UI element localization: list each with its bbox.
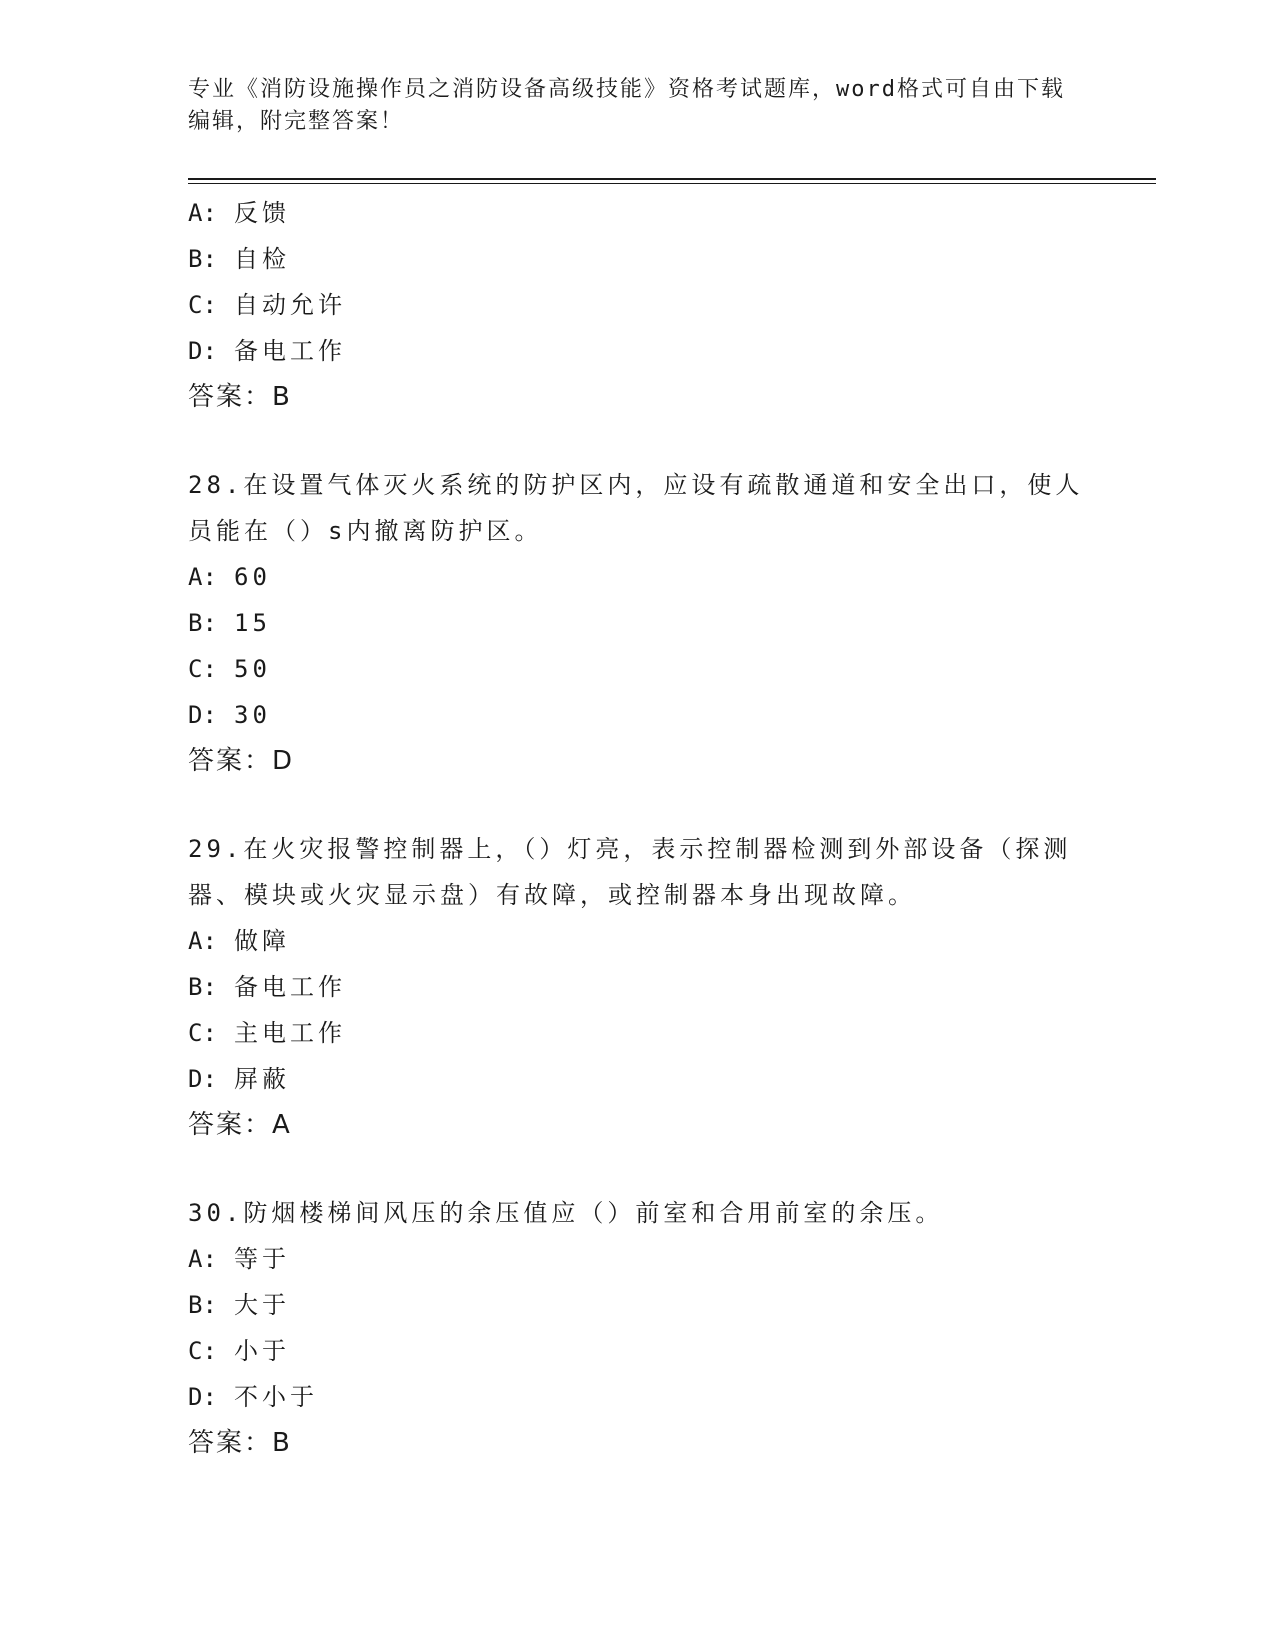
option-letter: B: [188,973,217,1001]
option-d [188,1374,1088,1420]
header-divider-thin [188,183,1156,184]
question-stem: 30.防烟楼梯间风压的余压值应（）前室和合用前室的余压。 [188,1199,944,1227]
option-letter: B: [188,609,217,637]
question-28 [188,462,1088,784]
answer-line: 答案：A [188,1110,292,1140]
option-letter: C: [188,1337,217,1365]
question-stem: 28.在设置气体灭火系统的防护区内，应设有疏散通道和安全出口，使人员能在（）s内撤离防护区。 [188,471,1084,545]
option-text: 大于 [234,1291,290,1319]
option-d [188,328,1088,374]
option-d [188,692,1088,738]
question-30 [188,1190,1088,1466]
answer-line: 答案：D [188,746,295,776]
option-letter: C: [188,291,217,319]
option-text: 等于 [234,1245,290,1273]
option-text: 屏蔽 [234,1065,290,1093]
option-text: 50 [234,655,271,683]
option-text: 主电工作 [234,1019,346,1047]
option-text: 自动允许 [234,291,346,319]
question-29 [188,826,1088,1148]
option-b [188,964,1088,1010]
question-list [188,190,1088,1466]
option-letter: C: [188,655,217,683]
answer-line: 答案：B [188,382,292,412]
header-divider-thick [188,178,1156,180]
question-27-partial [188,190,1088,420]
option-text: 自检 [234,245,290,273]
option-a [188,918,1088,964]
option-letter: C: [188,1019,217,1047]
option-letter: D: [188,701,217,729]
option-letter: D: [188,1065,217,1093]
option-text: 小于 [234,1337,290,1365]
option-a [188,554,1088,600]
option-a [188,1236,1088,1282]
document-header: 专业《消防设施操作员之消防设备高级技能》资格考试题库，word格式可自由下载编辑，附完整答案！ [188,77,1065,134]
option-letter: D: [188,337,217,365]
option-b [188,600,1088,646]
option-text: 备电工作 [234,973,346,1001]
option-text: 不小于 [234,1383,318,1411]
option-b [188,236,1088,282]
option-d [188,1056,1088,1102]
option-letter: A: [188,1245,217,1273]
option-a [188,190,1088,236]
option-letter: B: [188,1291,217,1319]
option-text: 15 [234,609,271,637]
option-letter: D: [188,1383,217,1411]
option-text: 做障 [234,927,290,955]
answer-line: 答案：B [188,1428,292,1458]
option-letter: A: [188,199,217,227]
option-c [188,1328,1088,1374]
option-text: 反馈 [234,199,290,227]
option-text: 60 [234,563,271,591]
option-letter: A: [188,563,217,591]
option-text: 30 [234,701,271,729]
option-c [188,282,1088,328]
option-letter: B: [188,245,217,273]
question-stem: 29.在火灾报警控制器上，（）灯亮，表示控制器检测到外部设备（探测器、模块或火灾显示盘）有故障，或控制器本身出现故障。 [188,835,1072,909]
option-letter: A: [188,927,217,955]
option-text: 备电工作 [234,337,346,365]
option-c [188,1010,1088,1056]
option-b [188,1282,1088,1328]
option-c [188,646,1088,692]
